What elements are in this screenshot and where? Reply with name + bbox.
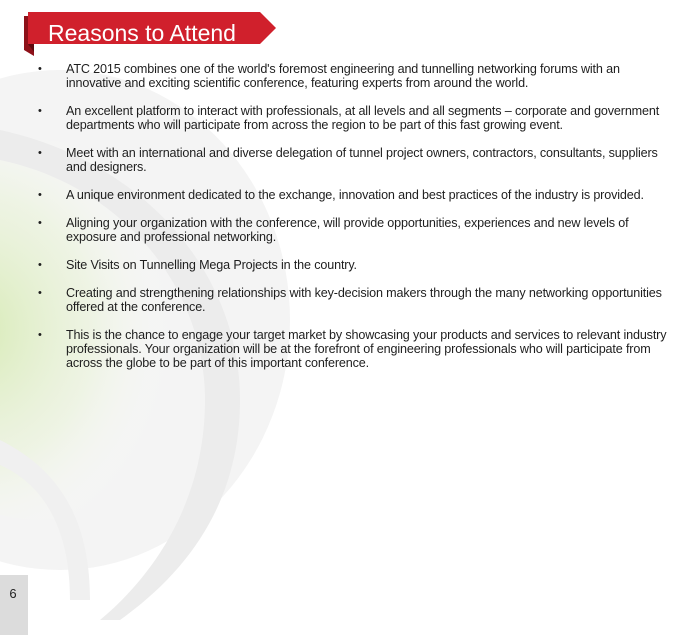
- page-number: 6: [9, 586, 17, 601]
- reason-text: ATC 2015 combines one of the world's foremost engineering and tunnelling networking forums with an innovative and exciting scientific conference, featuring experts from around the world.: [66, 62, 620, 90]
- reason-text: This is the chance to engage your target market by showcasing your products and services to relevant industry professionals. Your organization will be at the forefront of engineering professionals who will participate from across the globe to be part of this important conference.: [66, 328, 667, 370]
- bullet-icon: •: [38, 259, 42, 271]
- bullet-icon: •: [38, 63, 42, 75]
- reason-item: [38, 216, 668, 244]
- reason-text: Meet with an international and diverse delegation of tunnel project owners, contractors, consultants, suppliers and designers.: [66, 146, 658, 174]
- bullet-icon: •: [38, 105, 42, 117]
- reason-item: [38, 258, 668, 272]
- bullet-icon: •: [38, 189, 42, 201]
- page-title: Reasons to Attend: [48, 20, 236, 46]
- bullet-icon: •: [38, 329, 42, 341]
- reasons-list: [38, 62, 668, 384]
- reason-item: [38, 146, 668, 174]
- reason-item: [38, 188, 668, 202]
- reason-item: [38, 286, 668, 314]
- reason-text: Creating and strengthening relationships with key-decision makers through the many networking opportunities offered at the conference.: [66, 286, 662, 314]
- reason-text: A unique environment dedicated to the exchange, innovation and best practices of the industry is provided.: [66, 188, 644, 202]
- reason-item: [38, 62, 668, 90]
- bullet-icon: •: [38, 217, 42, 229]
- page-number-tab: [0, 575, 28, 635]
- reason-text: Site Visits on Tunnelling Mega Projects in the country.: [66, 258, 357, 272]
- section-header-banner: [24, 12, 284, 56]
- reason-item: [38, 104, 668, 132]
- bullet-icon: •: [38, 287, 42, 299]
- bullet-icon: •: [38, 147, 42, 159]
- reason-text: Aligning your organization with the conference, will provide opportunities, experiences and new levels of exposure and professional networking.: [66, 216, 629, 244]
- reason-item: [38, 328, 668, 370]
- reason-text: An excellent platform to interact with professionals, at all levels and all segments – corporate and government departments who will participate from across the region to be part of this fast growing event.: [66, 104, 660, 132]
